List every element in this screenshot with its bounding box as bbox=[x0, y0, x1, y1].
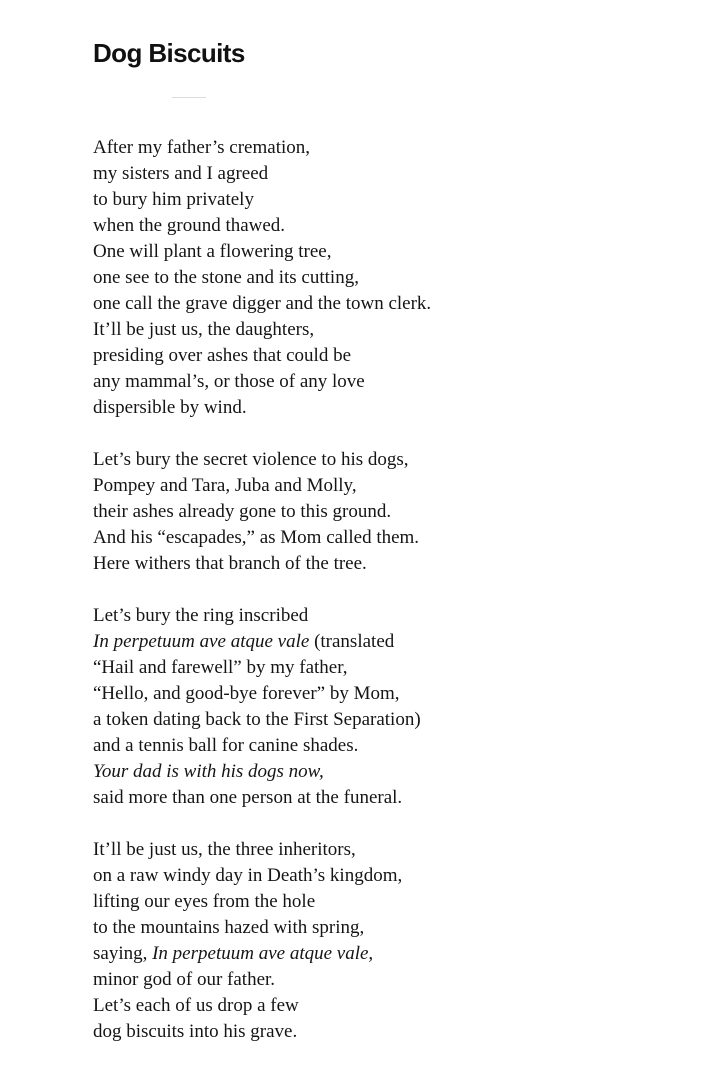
latin-phrase: In perpetuum ave atque vale bbox=[93, 631, 310, 652]
poem-line: presiding over ashes that could be bbox=[93, 345, 352, 366]
poem-line: their ashes already gone to this ground. bbox=[93, 501, 392, 522]
poem-line: a token dating back to the First Separation) bbox=[93, 709, 421, 730]
poem-line: “Hail and farewell” by my father, bbox=[93, 657, 348, 678]
line-text: saying, bbox=[93, 943, 153, 964]
poem-line: It’ll be just us, the daughters, bbox=[93, 319, 315, 340]
stanza-2 bbox=[93, 447, 693, 577]
poem-line: dog biscuits into his grave. bbox=[93, 1021, 298, 1042]
poem-line: Pompey and Tara, Juba and Molly, bbox=[93, 475, 357, 496]
poem-line: to bury him privately bbox=[93, 189, 254, 210]
poem-line: One will plant a flowering tree, bbox=[93, 241, 332, 262]
poem-line: Let’s each of us drop a few bbox=[93, 995, 299, 1016]
poem-line: Let’s bury the secret violence to his dogs, bbox=[93, 449, 409, 470]
poem-line: After my father’s cremation, bbox=[93, 137, 311, 158]
poem-line: Here withers that branch of the tree. bbox=[93, 553, 367, 574]
poem-line: on a raw windy day in Death’s kingdom, bbox=[93, 865, 403, 886]
poem-line: minor god of our father. bbox=[93, 969, 276, 990]
poem-line: Your dad is with his dogs now, bbox=[93, 761, 324, 782]
poem-line: one see to the stone and its cutting, bbox=[93, 267, 359, 288]
stanza-1 bbox=[93, 135, 693, 421]
poem-line: and a tennis ball for canine shades. bbox=[93, 735, 359, 756]
poem-line bbox=[93, 629, 693, 655]
poem-line: And his “escapades,” as Mom called them. bbox=[93, 527, 420, 548]
stanza-4 bbox=[93, 837, 693, 1045]
poem-line: dispersible by wind. bbox=[93, 397, 247, 418]
poem-body bbox=[93, 135, 693, 1071]
poem-title: Dog Biscuits bbox=[93, 38, 245, 68]
poem-line: when the ground thawed. bbox=[93, 215, 286, 236]
line-text: (translated bbox=[309, 631, 395, 652]
poem-line: to the mountains hazed with spring, bbox=[93, 917, 365, 938]
latin-phrase: In perpetuum ave atque vale, bbox=[152, 943, 374, 964]
poem-line: lifting our eyes from the hole bbox=[93, 891, 316, 912]
poem-line: any mammal’s, or those of any love bbox=[93, 371, 365, 392]
poem-line: Let’s bury the ring inscribed bbox=[93, 605, 309, 626]
poem-line bbox=[93, 941, 693, 967]
poem-line: my sisters and I agreed bbox=[93, 163, 269, 184]
title-divider bbox=[172, 97, 206, 98]
poem-line: It’ll be just us, the three inheritors, bbox=[93, 839, 356, 860]
poem-line: “Hello, and good-bye forever” by Mom, bbox=[93, 683, 400, 704]
poem-line: said more than one person at the funeral. bbox=[93, 787, 403, 808]
poem-line: one call the grave digger and the town clerk. bbox=[93, 293, 432, 314]
stanza-3 bbox=[93, 603, 693, 811]
